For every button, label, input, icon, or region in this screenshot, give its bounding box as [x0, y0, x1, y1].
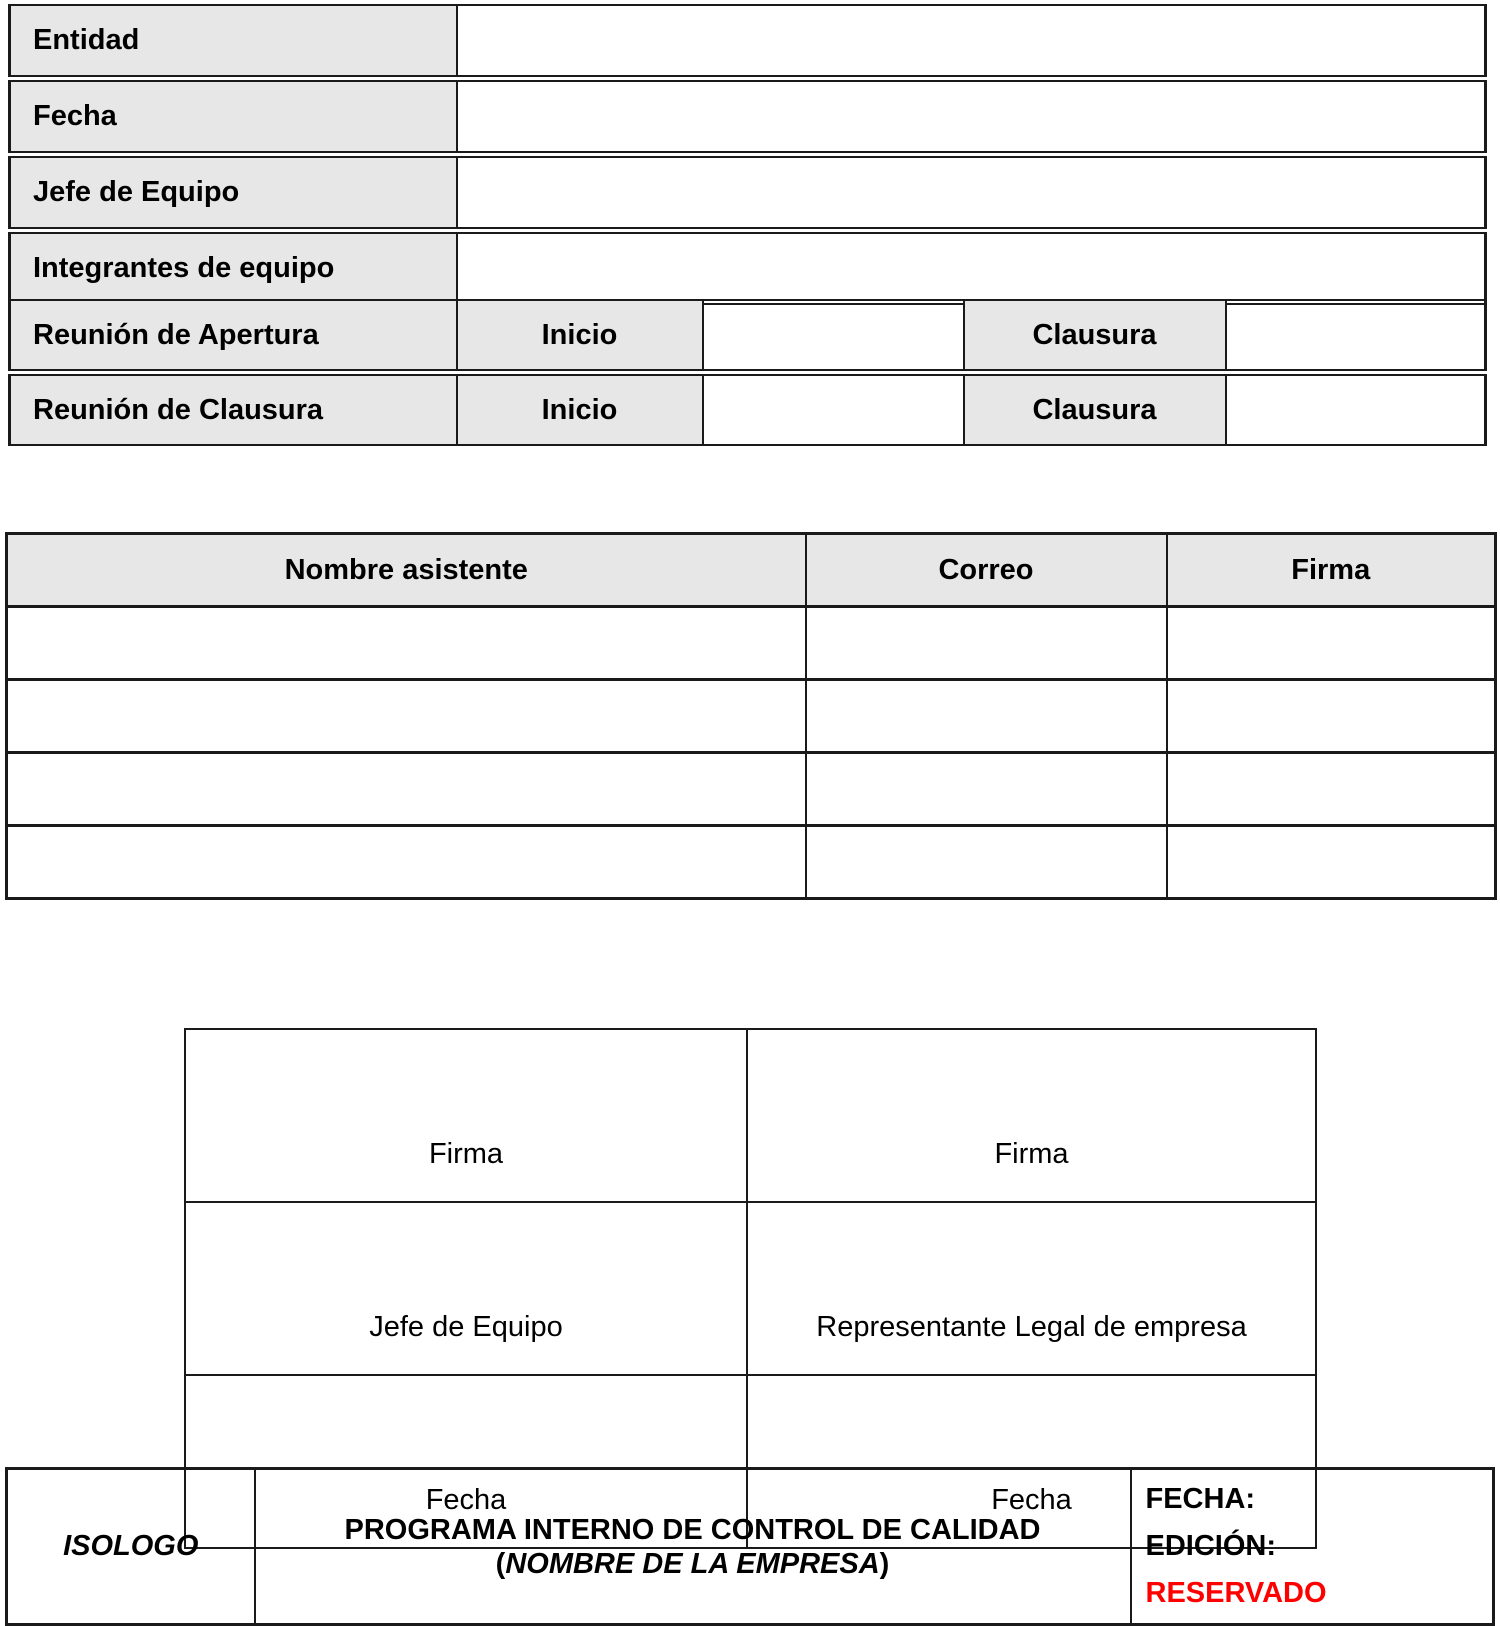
open-paren: (: [495, 1547, 506, 1580]
document-title-cell: [255, 1469, 1131, 1625]
footer-table: [5, 1467, 1495, 1626]
attendee-email-cell[interactable]: [806, 826, 1167, 899]
reunion-apertura-label: Reunión de Apertura: [10, 300, 457, 370]
fecha-label: Fecha: [991, 1484, 1072, 1516]
jefe-equipo-value-cell[interactable]: [457, 157, 1486, 228]
clausura-clausura-label: Clausura: [964, 375, 1226, 445]
attendee-email-cell[interactable]: [806, 680, 1167, 753]
attendees-section: [5, 532, 1497, 900]
firma-label: Firma: [428, 1138, 504, 1170]
attendees-table: [5, 532, 1497, 900]
close-paren: ): [879, 1547, 890, 1580]
attendee-name-cell[interactable]: [7, 680, 806, 753]
fecha-label: Fecha: [425, 1484, 507, 1516]
apertura-inicio-label: Inicio: [457, 300, 703, 370]
meeting-rows: [8, 299, 1487, 449]
isologo-label: ISOLOGO: [63, 1530, 199, 1562]
reunion-apertura-row: [8, 299, 1487, 371]
meta-edicion-field[interactable]: EDICIÓN:: [1145, 1530, 1276, 1562]
info-table: [8, 4, 1487, 308]
attendee-signature-cell[interactable]: [1167, 680, 1496, 753]
meta-fecha-field[interactable]: FECHA:: [1145, 1483, 1256, 1515]
apertura-clausura-label: Clausura: [964, 300, 1226, 370]
fecha-value-cell[interactable]: [457, 81, 1486, 152]
attendee-row: [7, 826, 1496, 899]
attendee-name-cell[interactable]: [7, 826, 806, 899]
attendee-signature-header: Firma: [1167, 534, 1496, 607]
integrantes-value-cell[interactable]: [457, 233, 1486, 304]
jefe-equipo-label: Jefe de Equipo: [10, 157, 457, 228]
jefe-equipo-role-label: Jefe de Equipo: [369, 1311, 563, 1343]
attendee-row: [7, 753, 1496, 826]
signature-row-firma: [185, 1029, 1316, 1202]
document-meta-cell: [1131, 1469, 1494, 1625]
jefe-equipo-cell[interactable]: [185, 1202, 747, 1375]
representante-firma-cell[interactable]: [747, 1029, 1316, 1202]
clausura-clausura-value-cell[interactable]: [1226, 375, 1486, 445]
isologo-placeholder: [7, 1469, 255, 1625]
reunion-clausura-row: [8, 374, 1487, 446]
footer-section: [5, 1467, 1495, 1626]
info-row-entidad: [8, 4, 1487, 77]
info-row-jefe-equipo: [8, 156, 1487, 229]
attendee-row: [7, 680, 1496, 753]
signature-row-cargo: [185, 1202, 1316, 1375]
clausura-inicio-value-cell[interactable]: [703, 375, 964, 445]
attendees-header-row: [7, 534, 1496, 607]
attendee-signature-cell[interactable]: [1167, 753, 1496, 826]
jefe-firma-cell[interactable]: [185, 1029, 747, 1202]
representante-legal-role-label: Representante Legal de empresa: [816, 1311, 1247, 1343]
attendee-name-cell[interactable]: [7, 607, 806, 680]
integrantes-label: Integrantes de equipo: [10, 233, 457, 304]
document-title-line2: [256, 1547, 1130, 1581]
reunion-clausura-label: Reunión de Clausura: [10, 375, 457, 445]
attendee-row: [7, 607, 1496, 680]
attendee-email-cell[interactable]: [806, 753, 1167, 826]
entidad-value-cell[interactable]: [457, 5, 1486, 76]
apertura-inicio-value-cell[interactable]: [703, 300, 964, 370]
company-name-placeholder: NOMBRE DE LA EMPRESA: [505, 1547, 880, 1580]
attendee-name-cell[interactable]: [7, 753, 806, 826]
footer-row: [7, 1469, 1494, 1625]
reserved-badge: RESERVADO: [1145, 1577, 1327, 1609]
fecha-label: Fecha: [10, 81, 457, 152]
attendee-email-header: Correo: [806, 534, 1167, 607]
entidad-label: Entidad: [10, 5, 457, 76]
info-row-fecha: [8, 80, 1487, 153]
representante-legal-cell[interactable]: [747, 1202, 1316, 1375]
attendee-name-header: Nombre asistente: [7, 534, 806, 607]
attendee-signature-cell[interactable]: [1167, 826, 1496, 899]
info-row-integrantes: [8, 232, 1487, 305]
attendee-signature-cell[interactable]: [1167, 607, 1496, 680]
clausura-inicio-label: Inicio: [457, 375, 703, 445]
firma-label: Firma: [994, 1138, 1069, 1170]
document-title-line1: PROGRAMA INTERNO DE CONTROL DE CALIDAD: [344, 1513, 1041, 1546]
attendee-email-cell[interactable]: [806, 607, 1167, 680]
apertura-clausura-value-cell[interactable]: [1226, 300, 1486, 370]
